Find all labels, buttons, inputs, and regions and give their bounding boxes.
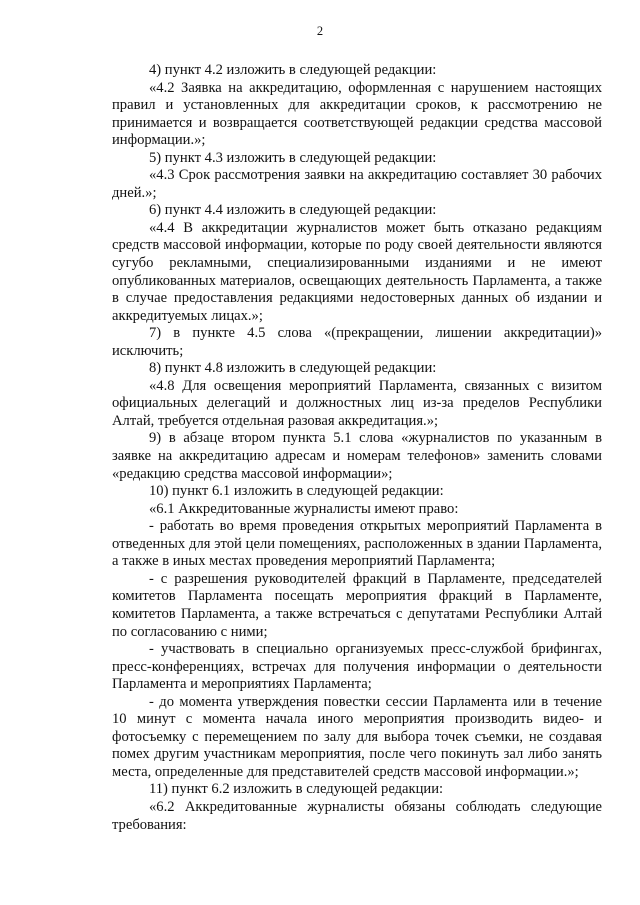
- paragraph-item-5: 5) пункт 4.3 изложить в следующей редакции:: [149, 149, 437, 166]
- list-item-right-2: - с разрешения руководителей фракций в Парламенте, председателей комитетов Парламента посещать мероприятия фракций в Парламенте, комитетов Парламента, а также встречаться с депутатами Республики Алтай по согласованию с ними;: [112, 570, 602, 640]
- paragraph-quote-4-4: «4.4 В аккредитации журналистов может быть отказано редакциям средств массовой информации, которые по роду своей деятельности являются сугубо рекламными, специализированными изданиями и не имеют опубликованных материалов, освещающих деятельность Парламента, а также в случае предоставления редакциями недостоверных данных об издании и аккредитуемых лицах.»;: [112, 219, 602, 324]
- list-item-right-3: - участвовать в специально организуемых пресс-службой брифингах, пресс-конференциях, встречах для получения информации о деятельности Парламента и мероприятиях Парламента;: [112, 641, 602, 693]
- paragraph-quote-6-1: «6.1 Аккредитованные журналисты имеют право:: [149, 500, 459, 517]
- paragraph-quote-4-2: «4.2 Заявка на аккредитацию, оформленная с нарушением настоящих правил и установленных для аккредитации сроков, к рассмотрению не принимается и возвращается соответствующей редакции средства массовой информации.»;: [112, 79, 602, 149]
- page-number: 2: [316, 24, 324, 38]
- paragraph-item-10: 10) пункт 6.1 изложить в следующей редакции:: [149, 483, 444, 500]
- list-item-right-1: - работать во время проведения открытых мероприятий Парламента в отведенных для этой цели помещениях, расположенных в здании Парламента, а также в иных местах проведения мероприятий Парламента;: [112, 518, 602, 570]
- paragraph-quote-4-3: «4.3 Срок рассмотрения заявки на аккредитацию составляет 30 рабочих дней.»;: [112, 167, 602, 201]
- paragraph-quote-4-8: «4.8 Для освещения мероприятий Парламента, связанных с визитом официальных делегаций и должностных лиц из-за пределов Республики Алтай, требуется отдельная разовая аккредитация.»;: [112, 377, 602, 429]
- paragraph-item-6: 6) пункт 4.4 изложить в следующей редакции:: [149, 202, 437, 219]
- paragraph-item-7: 7) в пункте 4.5 слова «(прекращении, лишении аккредитации)» исключить;: [112, 325, 602, 359]
- paragraph-item-9: 9) в абзаце втором пункта 5.1 слова «журналистов по указанным в заявке на аккредитацию адресам и номерам телефонов» заменить словами «редакцию средства массовой информации»;: [112, 430, 602, 482]
- paragraph-item-4: 4) пункт 4.2 изложить в следующей редакции:: [149, 62, 437, 78]
- list-item-right-4: - до момента утверждения повестки сессии Парламента или в течение 10 минут с момента начала иного мероприятия производить видео- и фотосъемку с перемещением по залу для выбора точек съемки, не создавая помех другим участникам мероприятия, после чего покинуть зал либо занять места, определенные для представителей средств массовой информации.»;: [112, 693, 602, 780]
- paragraph-item-11: 11) пункт 6.2 изложить в следующей редакции:: [149, 781, 444, 798]
- document-body: [112, 62, 602, 834]
- paragraph-item-8: 8) пункт 4.8 изложить в следующей редакции:: [149, 360, 437, 377]
- paragraph-quote-6-2: «6.2 Аккредитованные журналисты обязаны соблюдать следующие требования:: [112, 798, 602, 833]
